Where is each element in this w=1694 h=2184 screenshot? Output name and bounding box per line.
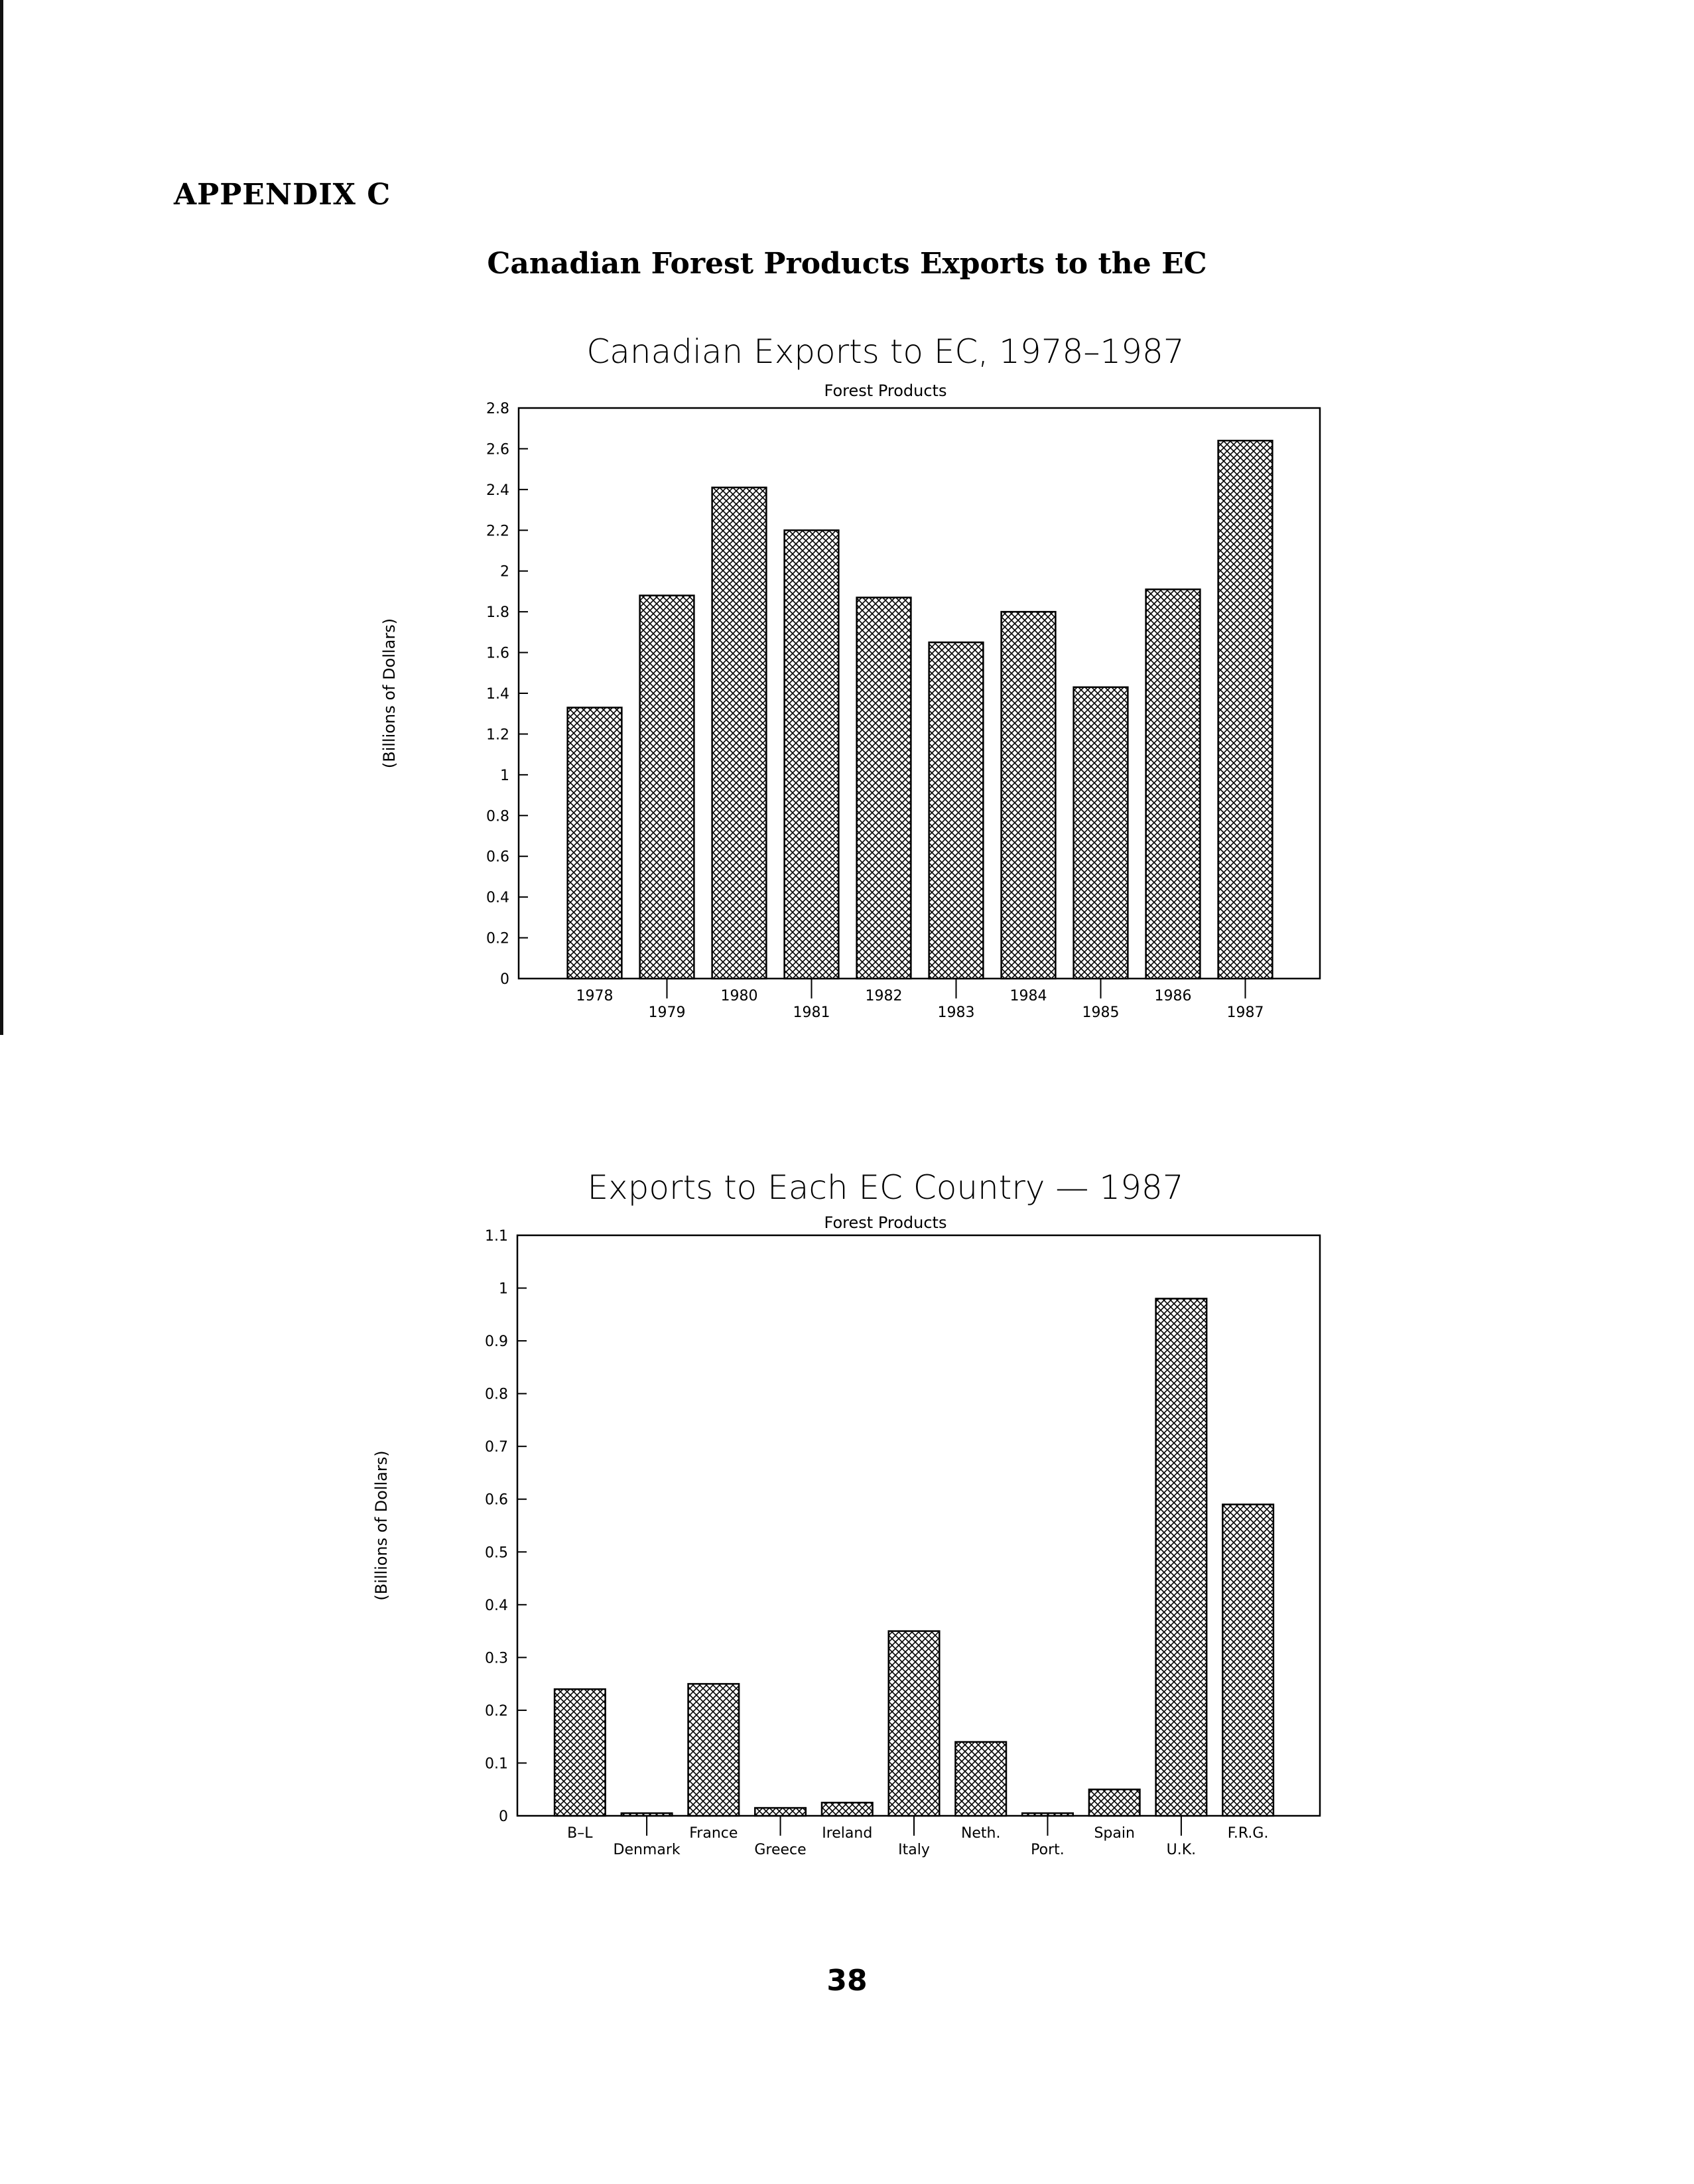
y-tick-label: 0.5 <box>485 1544 508 1562</box>
y-tick-label: 0 <box>500 971 509 988</box>
y-tick-label: 0.7 <box>485 1439 508 1456</box>
x-tick-label: 1986 <box>1154 988 1192 1004</box>
bar-ireland <box>822 1803 873 1816</box>
y-tick-label: 0.8 <box>486 808 509 825</box>
x-tick-label: Greece <box>754 1842 807 1858</box>
x-tick-label: 1981 <box>793 1004 830 1021</box>
y-tick-label: 0.4 <box>486 890 509 907</box>
y-tick-label: 0.2 <box>486 930 509 947</box>
x-tick-label: 1985 <box>1082 1004 1120 1021</box>
y-tick-label: 1.1 <box>485 1228 508 1245</box>
bar-bl <box>554 1689 606 1816</box>
chart-exports-1978-1987 <box>0 325 1694 1081</box>
y-tick-label: 2 <box>500 563 509 580</box>
x-tick-label: France <box>689 1825 738 1842</box>
y-tick-label: 2.2 <box>486 523 509 540</box>
x-tick-label: Denmark <box>613 1842 681 1858</box>
chart-exports-by-country-1987 <box>0 1158 1694 1914</box>
bar-greece <box>755 1808 806 1816</box>
bar-uk <box>1156 1298 1207 1816</box>
bar-france <box>688 1684 740 1816</box>
y-tick-label: 0.6 <box>485 1491 508 1509</box>
y-tick-label: 0.9 <box>485 1333 508 1351</box>
bar-1985 <box>1074 687 1128 979</box>
y-tick-label: 0.1 <box>485 1755 508 1773</box>
bar-port <box>1022 1813 1073 1816</box>
x-tick-label: Ireland <box>822 1825 873 1842</box>
bar-spain <box>1089 1789 1140 1816</box>
bar-1984 <box>1002 612 1056 979</box>
bar-1980 <box>712 488 767 979</box>
y-axis-label: (Billions of Dollars) <box>372 1450 391 1601</box>
x-tick-label: 1980 <box>720 988 758 1004</box>
x-tick-label: U.K. <box>1166 1842 1197 1858</box>
x-tick-label: Italy <box>898 1842 930 1858</box>
x-tick-label: Spain <box>1094 1825 1135 1842</box>
y-tick-label: 0.3 <box>485 1650 508 1667</box>
y-tick-label: 1 <box>500 767 509 784</box>
y-axis-label: (Billions of Dollars) <box>380 618 399 769</box>
appendix-label: APPENDIX C <box>174 178 391 212</box>
y-tick-label: 0 <box>499 1809 508 1825</box>
x-tick-label: 1983 <box>937 1004 975 1021</box>
y-tick-label: 2.8 <box>486 401 509 417</box>
page-number: 38 <box>826 1964 868 1998</box>
y-tick-label: 0.2 <box>485 1702 508 1720</box>
bar-1986 <box>1146 589 1201 979</box>
y-tick-label: 0.6 <box>486 849 509 866</box>
chart-title: Exports to Each EC Country — 1987 <box>587 1168 1184 1207</box>
bar-1979 <box>640 596 694 979</box>
x-tick-label: B–L <box>567 1825 593 1842</box>
bar-1982 <box>857 598 911 979</box>
y-tick-label: 0.4 <box>485 1597 508 1614</box>
y-tick-label: 2.6 <box>486 441 509 458</box>
y-tick-label: 0.8 <box>485 1386 508 1403</box>
y-tick-label: 1 <box>499 1280 508 1298</box>
y-tick-label: 1.6 <box>486 645 509 662</box>
bar-1983 <box>929 642 984 979</box>
bar-neth <box>955 1742 1006 1816</box>
bar-italy <box>889 1631 940 1816</box>
x-tick-label: 1978 <box>576 988 614 1004</box>
x-tick-label: 1987 <box>1226 1004 1264 1021</box>
y-tick-label: 1.8 <box>486 604 509 622</box>
y-tick-label: 1.2 <box>486 726 509 744</box>
bar-1981 <box>785 530 839 979</box>
x-tick-label: 1979 <box>648 1004 686 1021</box>
chart-title: Canadian Exports to EC, 1978–1987 <box>586 332 1185 371</box>
x-tick-label: 1984 <box>1010 988 1047 1004</box>
bar-denmark <box>621 1813 673 1816</box>
x-tick-label: F.R.G. <box>1227 1825 1269 1842</box>
x-tick-label: 1982 <box>865 988 903 1004</box>
chart-subtitle: Forest Products <box>824 381 947 400</box>
y-tick-label: 2.4 <box>486 482 509 499</box>
x-tick-label: Port. <box>1031 1842 1065 1858</box>
bar-1987 <box>1218 441 1273 979</box>
page-heading: Canadian Forest Products Exports to the EC <box>487 247 1207 281</box>
bar-1978 <box>568 708 622 979</box>
bar-frg <box>1222 1505 1273 1816</box>
chart-subtitle: Forest Products <box>824 1213 947 1232</box>
y-tick-label: 1.4 <box>486 686 509 703</box>
x-tick-label: Neth. <box>960 1825 1001 1842</box>
